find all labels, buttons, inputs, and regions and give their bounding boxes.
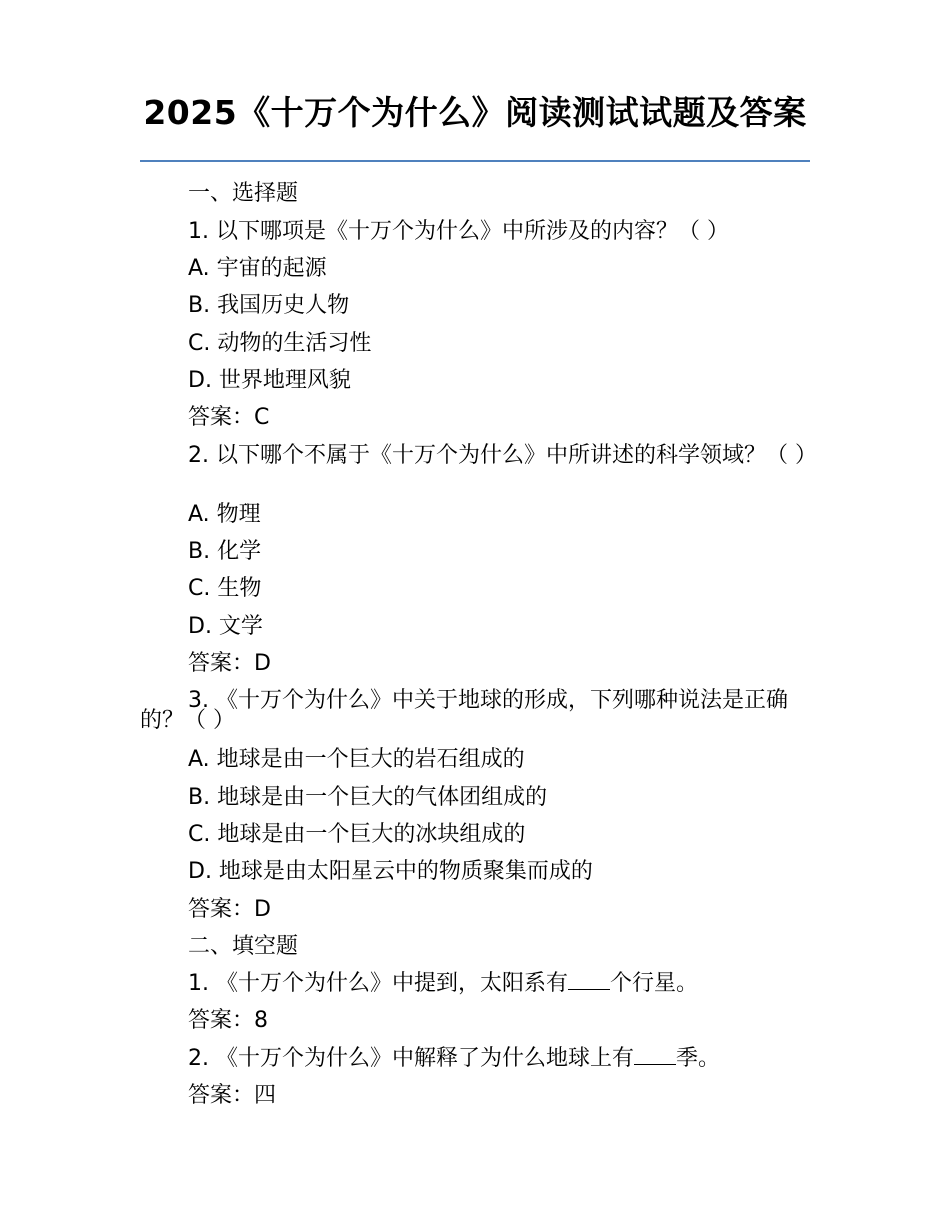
question-3-option-c: C. 地球是由一个巨大的冰块组成的 [188,822,526,847]
question-2-stem: 2. 以下哪个不属于《十万个为什么》中所讲述的科学领域？（ ） [188,443,817,468]
fill-question-1-before: 1. 《十万个为什么》中提到，太阳系有 [188,971,568,996]
question-3-answer: 答案：D [188,897,271,922]
fill-question-2-answer: 答案：四 [188,1083,277,1108]
question-2-option-d: D. 文学 [188,614,263,639]
fill-question-1-answer: 答案：8 [188,1008,268,1033]
section-heading-choice: 一、选择题 [188,181,299,206]
question-1-option-a: A. 宇宙的起源 [188,256,327,281]
fill-question-1-after: 个行星。 [610,971,699,996]
title-divider [140,160,810,162]
question-3-option-b: B. 地球是由一个巨大的气体团组成的 [188,785,548,810]
question-2-option-a: A. 物理 [188,502,261,527]
document-title: 2025《十万个为什么》阅读测试试题及答案 [143,93,807,132]
question-3-stem: 3. 《十万个为什么》中关于地球的形成，下列哪种说法是正确的？（ ） [140,688,788,733]
question-2-option-c: C. 生物 [188,576,262,601]
fill-blank [634,1046,676,1065]
fill-question-2-after: 季。 [676,1046,721,1071]
question-1-option-b: B. 我国历史人物 [188,293,350,318]
fill-blank [568,971,610,990]
question-1-stem: 1. 以下哪项是《十万个为什么》中所涉及的内容？（ ） [188,219,729,244]
question-2-option-b: B. 化学 [188,539,262,564]
question-1-answer: 答案：C [188,405,270,430]
question-1-option-d: D. 世界地理风貌 [188,368,351,393]
question-1-option-c: C. 动物的生活习性 [188,331,372,356]
fill-question-2 [188,1046,720,1072]
question-3-option-d: D. 地球是由太阳星云中的物质聚集而成的 [188,859,593,884]
section-heading-fill: 二、填空题 [188,934,299,959]
fill-question-2-before: 2. 《十万个为什么》中解释了为什么地球上有 [188,1046,634,1071]
question-3-option-a: A. 地球是由一个巨大的岩石组成的 [188,747,525,772]
fill-question-1 [188,971,698,997]
question-2-answer: 答案：D [188,651,271,676]
